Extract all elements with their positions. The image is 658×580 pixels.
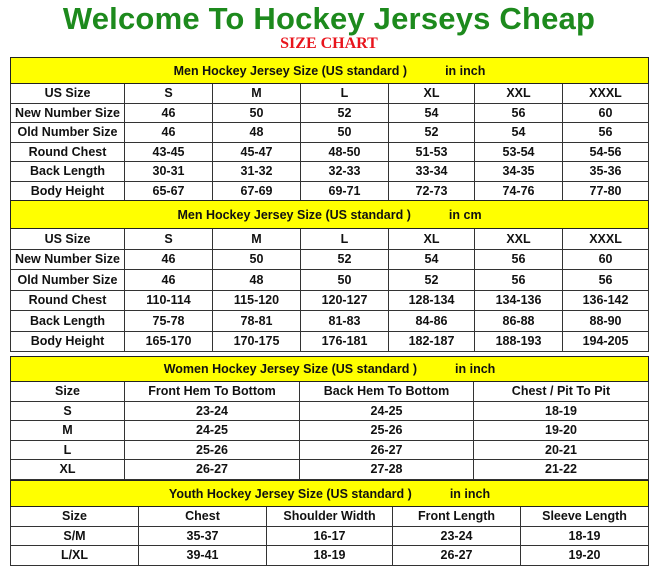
row-label: Back Length <box>11 311 125 332</box>
table-row <box>11 123 649 143</box>
women-header-row <box>11 357 649 382</box>
table-cell: 50 <box>301 270 389 291</box>
men_inch-header-row <box>11 58 649 84</box>
table-cell: 35-36 <box>563 162 649 182</box>
table-cell: 60 <box>563 249 649 270</box>
table-cell: 53-54 <box>475 142 563 162</box>
table-row <box>11 84 649 104</box>
column-header: Size <box>11 382 125 402</box>
table-row <box>11 290 649 311</box>
page-subtitle: SIZE CHART <box>280 35 378 52</box>
column-header: US Size <box>11 229 125 250</box>
table-heading-text: Youth Hockey Jersey Size (US standard ) <box>168 486 412 501</box>
column-header: XL <box>389 84 475 104</box>
column-header: Sleeve Length <box>521 507 649 527</box>
table-cell: 56 <box>563 123 649 143</box>
table-row <box>11 103 649 123</box>
table-heading <box>11 481 649 507</box>
table-cell: 54 <box>475 123 563 143</box>
table-row <box>11 331 649 352</box>
column-header: M <box>213 84 301 104</box>
table-row <box>11 142 649 162</box>
table-row <box>11 401 649 421</box>
table-cell: 26-27 <box>125 460 300 480</box>
column-header: L <box>301 229 389 250</box>
row-label: New Number Size <box>11 103 125 123</box>
table-row <box>11 229 649 250</box>
table-cell: 81-83 <box>301 311 389 332</box>
table-cell: 128-134 <box>389 290 475 311</box>
men-cm-size-table <box>10 200 649 352</box>
row-label: Back Length <box>11 162 125 182</box>
table-cell: 75-78 <box>125 311 213 332</box>
table-unit: in inch <box>449 486 491 501</box>
table-row <box>11 507 649 527</box>
table-cell: 23-24 <box>125 401 300 421</box>
column-header: Size <box>11 507 139 527</box>
table-cell: 32-33 <box>301 162 389 182</box>
table-cell: 26-27 <box>393 546 521 566</box>
table-heading <box>11 201 649 229</box>
table-cell: 56 <box>475 270 563 291</box>
table-cell: 19-20 <box>521 546 649 566</box>
table-cell: 25-26 <box>125 440 300 460</box>
table-row <box>11 460 649 480</box>
table-cell: 46 <box>125 249 213 270</box>
column-header: Front Hem To Bottom <box>125 382 300 402</box>
column-header: XXL <box>475 84 563 104</box>
table-cell: 88-90 <box>563 311 649 332</box>
table-cell: 182-187 <box>389 331 475 352</box>
table-cell: 194-205 <box>563 331 649 352</box>
table-cell: 165-170 <box>125 331 213 352</box>
table-unit: in inch <box>445 63 486 78</box>
table-cell: 67-69 <box>213 181 301 201</box>
table-cell: 26-27 <box>300 440 474 460</box>
table-unit: in inch <box>455 362 496 376</box>
table-cell: 33-34 <box>389 162 475 182</box>
column-header: Front Length <box>393 507 521 527</box>
table-cell: 136-142 <box>563 290 649 311</box>
column-header: L <box>301 84 389 104</box>
row-label: Old Number Size <box>11 123 125 143</box>
table-cell: 86-88 <box>475 311 563 332</box>
table-cell: 51-53 <box>389 142 475 162</box>
table-cell: 74-76 <box>475 181 563 201</box>
row-label: L/XL <box>11 546 139 566</box>
column-header: XXL <box>475 229 563 250</box>
row-label: Body Height <box>11 331 125 352</box>
table-heading-text: Men Hockey Jersey Size (US standard ) <box>177 207 411 222</box>
table-cell: 39-41 <box>139 546 267 566</box>
table-cell: 69-71 <box>301 181 389 201</box>
table-row <box>11 162 649 182</box>
table-cell: 34-35 <box>475 162 563 182</box>
table-cell: 48 <box>213 270 301 291</box>
column-header: XXXL <box>563 229 649 250</box>
table-row <box>11 382 649 402</box>
table-cell: 72-73 <box>389 181 475 201</box>
table-cell: 18-19 <box>474 401 649 421</box>
table-cell: 46 <box>125 123 213 143</box>
column-header: Shoulder Width <box>267 507 393 527</box>
table-cell: 134-136 <box>475 290 563 311</box>
women-size-table <box>10 356 649 480</box>
table-cell: 78-81 <box>213 311 301 332</box>
table-cell: 176-181 <box>301 331 389 352</box>
row-label: S <box>11 401 125 421</box>
table-cell: 43-45 <box>125 142 213 162</box>
page-title: Welcome To Hockey Jerseys Cheap <box>62 1 596 36</box>
table-cell: 30-31 <box>125 162 213 182</box>
table-cell: 56 <box>563 270 649 291</box>
table-cell: 52 <box>389 123 475 143</box>
table-cell: 115-120 <box>213 290 301 311</box>
table-cell: 54 <box>389 249 475 270</box>
column-header: S <box>125 229 213 250</box>
table-cell: 60 <box>563 103 649 123</box>
row-label: XL <box>11 460 125 480</box>
column-header: Chest / Pit To Pit <box>474 382 649 402</box>
table-cell: 188-193 <box>475 331 563 352</box>
table-cell: 50 <box>213 103 301 123</box>
table-cell: 65-67 <box>125 181 213 201</box>
table-cell: 52 <box>301 103 389 123</box>
row-label: New Number Size <box>11 249 125 270</box>
table-cell: 56 <box>475 249 563 270</box>
column-header: Back Hem To Bottom <box>300 382 474 402</box>
table-unit: in cm <box>448 207 482 222</box>
table-row <box>11 311 649 332</box>
table-heading-text: Men Hockey Jersey Size (US standard ) <box>173 63 408 78</box>
row-label: Round Chest <box>11 290 125 311</box>
youth-size-table <box>10 480 649 566</box>
table-cell: 54 <box>389 103 475 123</box>
row-label: Round Chest <box>11 142 125 162</box>
column-header: Chest <box>139 507 267 527</box>
table-cell: 77-80 <box>563 181 649 201</box>
table-cell: 21-22 <box>474 460 649 480</box>
table-heading <box>11 357 649 382</box>
table-row <box>11 440 649 460</box>
youth-header-row <box>11 481 649 507</box>
table-row <box>11 421 649 441</box>
table-cell: 45-47 <box>213 142 301 162</box>
table-row <box>11 181 649 201</box>
table-cell: 50 <box>213 249 301 270</box>
table-cell: 23-24 <box>393 526 521 546</box>
table-cell: 46 <box>125 270 213 291</box>
table-cell: 24-25 <box>125 421 300 441</box>
table-cell: 27-28 <box>300 460 474 480</box>
table-cell: 56 <box>475 103 563 123</box>
row-label: Body Height <box>11 181 125 201</box>
table-cell: 46 <box>125 103 213 123</box>
table-cell: 35-37 <box>139 526 267 546</box>
table-cell: 54-56 <box>563 142 649 162</box>
column-header: M <box>213 229 301 250</box>
table-heading <box>11 58 649 84</box>
column-header: XL <box>389 229 475 250</box>
table-cell: 120-127 <box>301 290 389 311</box>
table-cell: 19-20 <box>474 421 649 441</box>
column-header: US Size <box>11 84 125 104</box>
table-cell: 52 <box>389 270 475 291</box>
column-header: S <box>125 84 213 104</box>
table-row <box>11 546 649 566</box>
table-cell: 18-19 <box>267 546 393 566</box>
table-cell: 24-25 <box>300 401 474 421</box>
row-label: L <box>11 440 125 460</box>
row-label: M <box>11 421 125 441</box>
table-row <box>11 270 649 291</box>
column-header: XXXL <box>563 84 649 104</box>
table-cell: 84-86 <box>389 311 475 332</box>
table-cell: 16-17 <box>267 526 393 546</box>
table-cell: 52 <box>301 249 389 270</box>
table-cell: 50 <box>301 123 389 143</box>
men-inch-size-table <box>10 57 649 201</box>
men_cm-header-row <box>11 201 649 229</box>
row-label: Old Number Size <box>11 270 125 291</box>
table-cell: 31-32 <box>213 162 301 182</box>
table-row <box>11 526 649 546</box>
table-cell: 20-21 <box>474 440 649 460</box>
table-heading-text: Women Hockey Jersey Size (US standard ) <box>163 362 418 376</box>
table-cell: 110-114 <box>125 290 213 311</box>
table-cell: 170-175 <box>213 331 301 352</box>
row-label: S/M <box>11 526 139 546</box>
table-cell: 18-19 <box>521 526 649 546</box>
table-cell: 48 <box>213 123 301 143</box>
table-row <box>11 249 649 270</box>
table-cell: 25-26 <box>300 421 474 441</box>
table-cell: 48-50 <box>301 142 389 162</box>
